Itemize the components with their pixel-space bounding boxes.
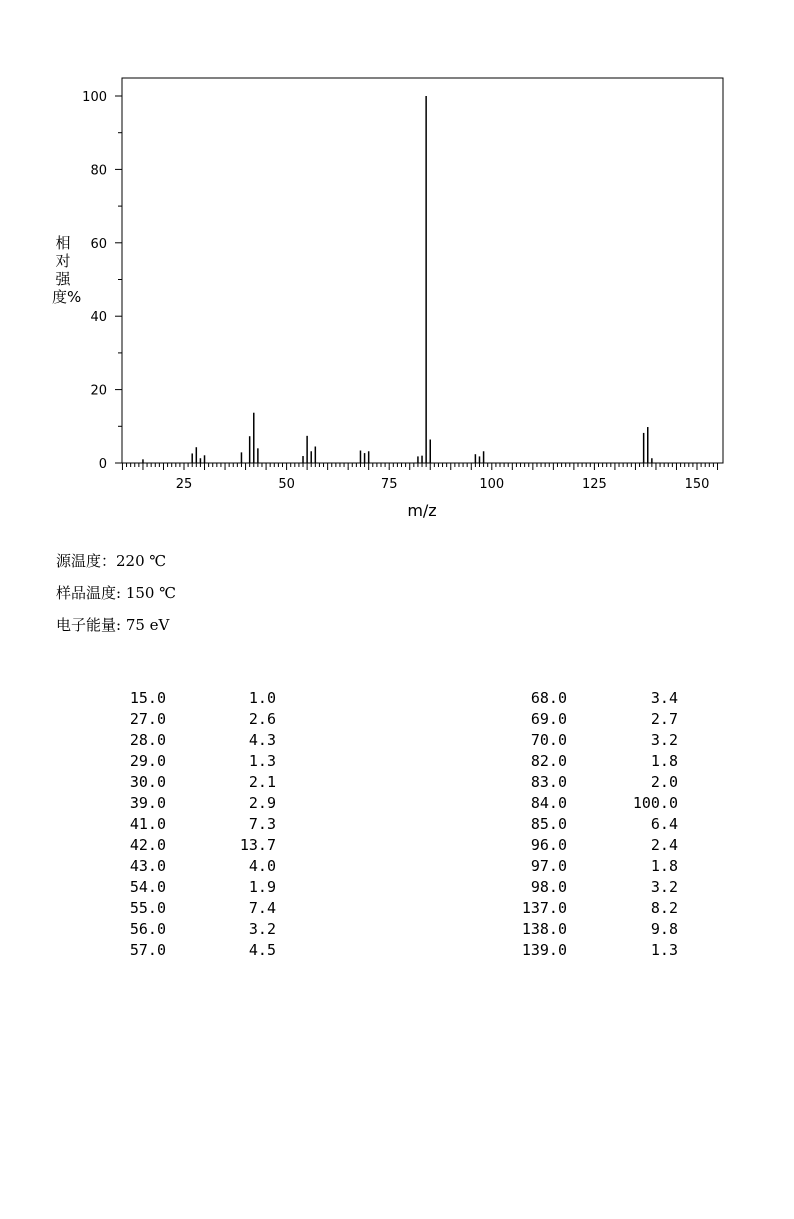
intensity-value: 1.8 [650, 857, 678, 875]
mz-value: 83.0 [530, 773, 567, 791]
mz-value: 54.0 [129, 878, 166, 896]
intensity-value: 1.3 [650, 941, 678, 959]
intensity-value: 3.2 [650, 731, 678, 749]
intensity-value: 3.2 [248, 920, 276, 938]
x-tick-label: 125 [581, 477, 607, 492]
mz-value: 39.0 [129, 794, 166, 812]
x-tick-label: 150 [684, 477, 710, 492]
mz-value: 98.0 [530, 878, 567, 896]
y-tick-label: 20 [90, 383, 107, 399]
intensity-value: 1.9 [248, 878, 276, 896]
y-tick-label: 40 [90, 310, 107, 326]
mz-value: 43.0 [129, 857, 166, 875]
x-tick-label: 75 [380, 477, 398, 492]
mz-value: 96.0 [530, 836, 567, 854]
intensity-value: 1.0 [248, 689, 276, 707]
mz-value: 84.0 [530, 794, 567, 812]
mz-value: 139.0 [521, 941, 567, 959]
intensity-value: 2.0 [650, 773, 678, 791]
mz-value: 28.0 [129, 731, 166, 749]
x-tick-label: 25 [175, 477, 193, 492]
mz-value: 70.0 [530, 731, 567, 749]
intensity-value: 4.0 [248, 857, 276, 875]
tick-labels [82, 90, 709, 492]
axis-ticks [115, 96, 718, 470]
y-tick-label: 80 [90, 163, 107, 179]
mz-value: 85.0 [530, 815, 567, 833]
y-tick-label: 0 [98, 457, 107, 472]
mz-value: 30.0 [129, 773, 166, 791]
mass-spectrum-chart [0, 0, 794, 530]
intensity-value: 2.1 [248, 773, 276, 791]
intensity-value: 2.9 [248, 794, 276, 812]
mz-value: 137.0 [521, 899, 567, 917]
y-axis-label: 相对强度% [52, 234, 82, 306]
intensity-value: 1.8 [650, 752, 678, 770]
intensity-value: 2.6 [248, 710, 276, 728]
intensity-value: 3.2 [650, 878, 678, 896]
plot-frame [122, 78, 723, 463]
spectrum-peaks [143, 96, 652, 463]
intensity-value: 4.3 [248, 731, 276, 749]
intensity-value: 100.0 [632, 794, 678, 812]
mz-value: 138.0 [521, 920, 567, 938]
intensity-value: 7.3 [248, 815, 276, 833]
y-tick-label: 100 [82, 90, 107, 105]
x-tick-label: 50 [278, 477, 295, 492]
mz-value: 69.0 [530, 710, 567, 728]
mz-value: 27.0 [129, 710, 166, 728]
intensity-value: 1.3 [248, 752, 276, 770]
x-tick-label: 100 [479, 477, 505, 492]
intensity-value: 6.4 [650, 815, 678, 833]
intensity-value: 13.7 [239, 836, 276, 854]
mz-value: 57.0 [129, 941, 166, 959]
mz-value: 82.0 [530, 752, 567, 770]
intensity-value: 2.4 [650, 836, 678, 854]
mz-value: 29.0 [129, 752, 166, 770]
intensity-value: 7.4 [248, 899, 276, 917]
intensity-value: 8.2 [650, 899, 678, 917]
mz-value: 55.0 [129, 899, 166, 917]
intensity-value: 2.7 [650, 710, 678, 728]
mz-value: 97.0 [530, 857, 567, 875]
y-tick-label: 60 [90, 236, 107, 252]
source-temperature: 源温度：220 ℃ [56, 552, 167, 570]
intensity-value: 9.8 [650, 920, 678, 938]
intensity-value: 3.4 [650, 689, 678, 707]
sample-temperature: 样品温度: 150 ℃ [56, 584, 177, 602]
x-axis-label: m/z [407, 501, 437, 520]
mz-value: 15.0 [129, 689, 166, 707]
mz-value: 68.0 [530, 689, 567, 707]
intensity-value: 4.5 [248, 941, 276, 959]
mz-value: 56.0 [129, 920, 166, 938]
electron-energy: 电子能量: 75 eV [56, 616, 170, 634]
mz-value: 41.0 [129, 815, 166, 833]
mz-value: 42.0 [129, 836, 166, 854]
